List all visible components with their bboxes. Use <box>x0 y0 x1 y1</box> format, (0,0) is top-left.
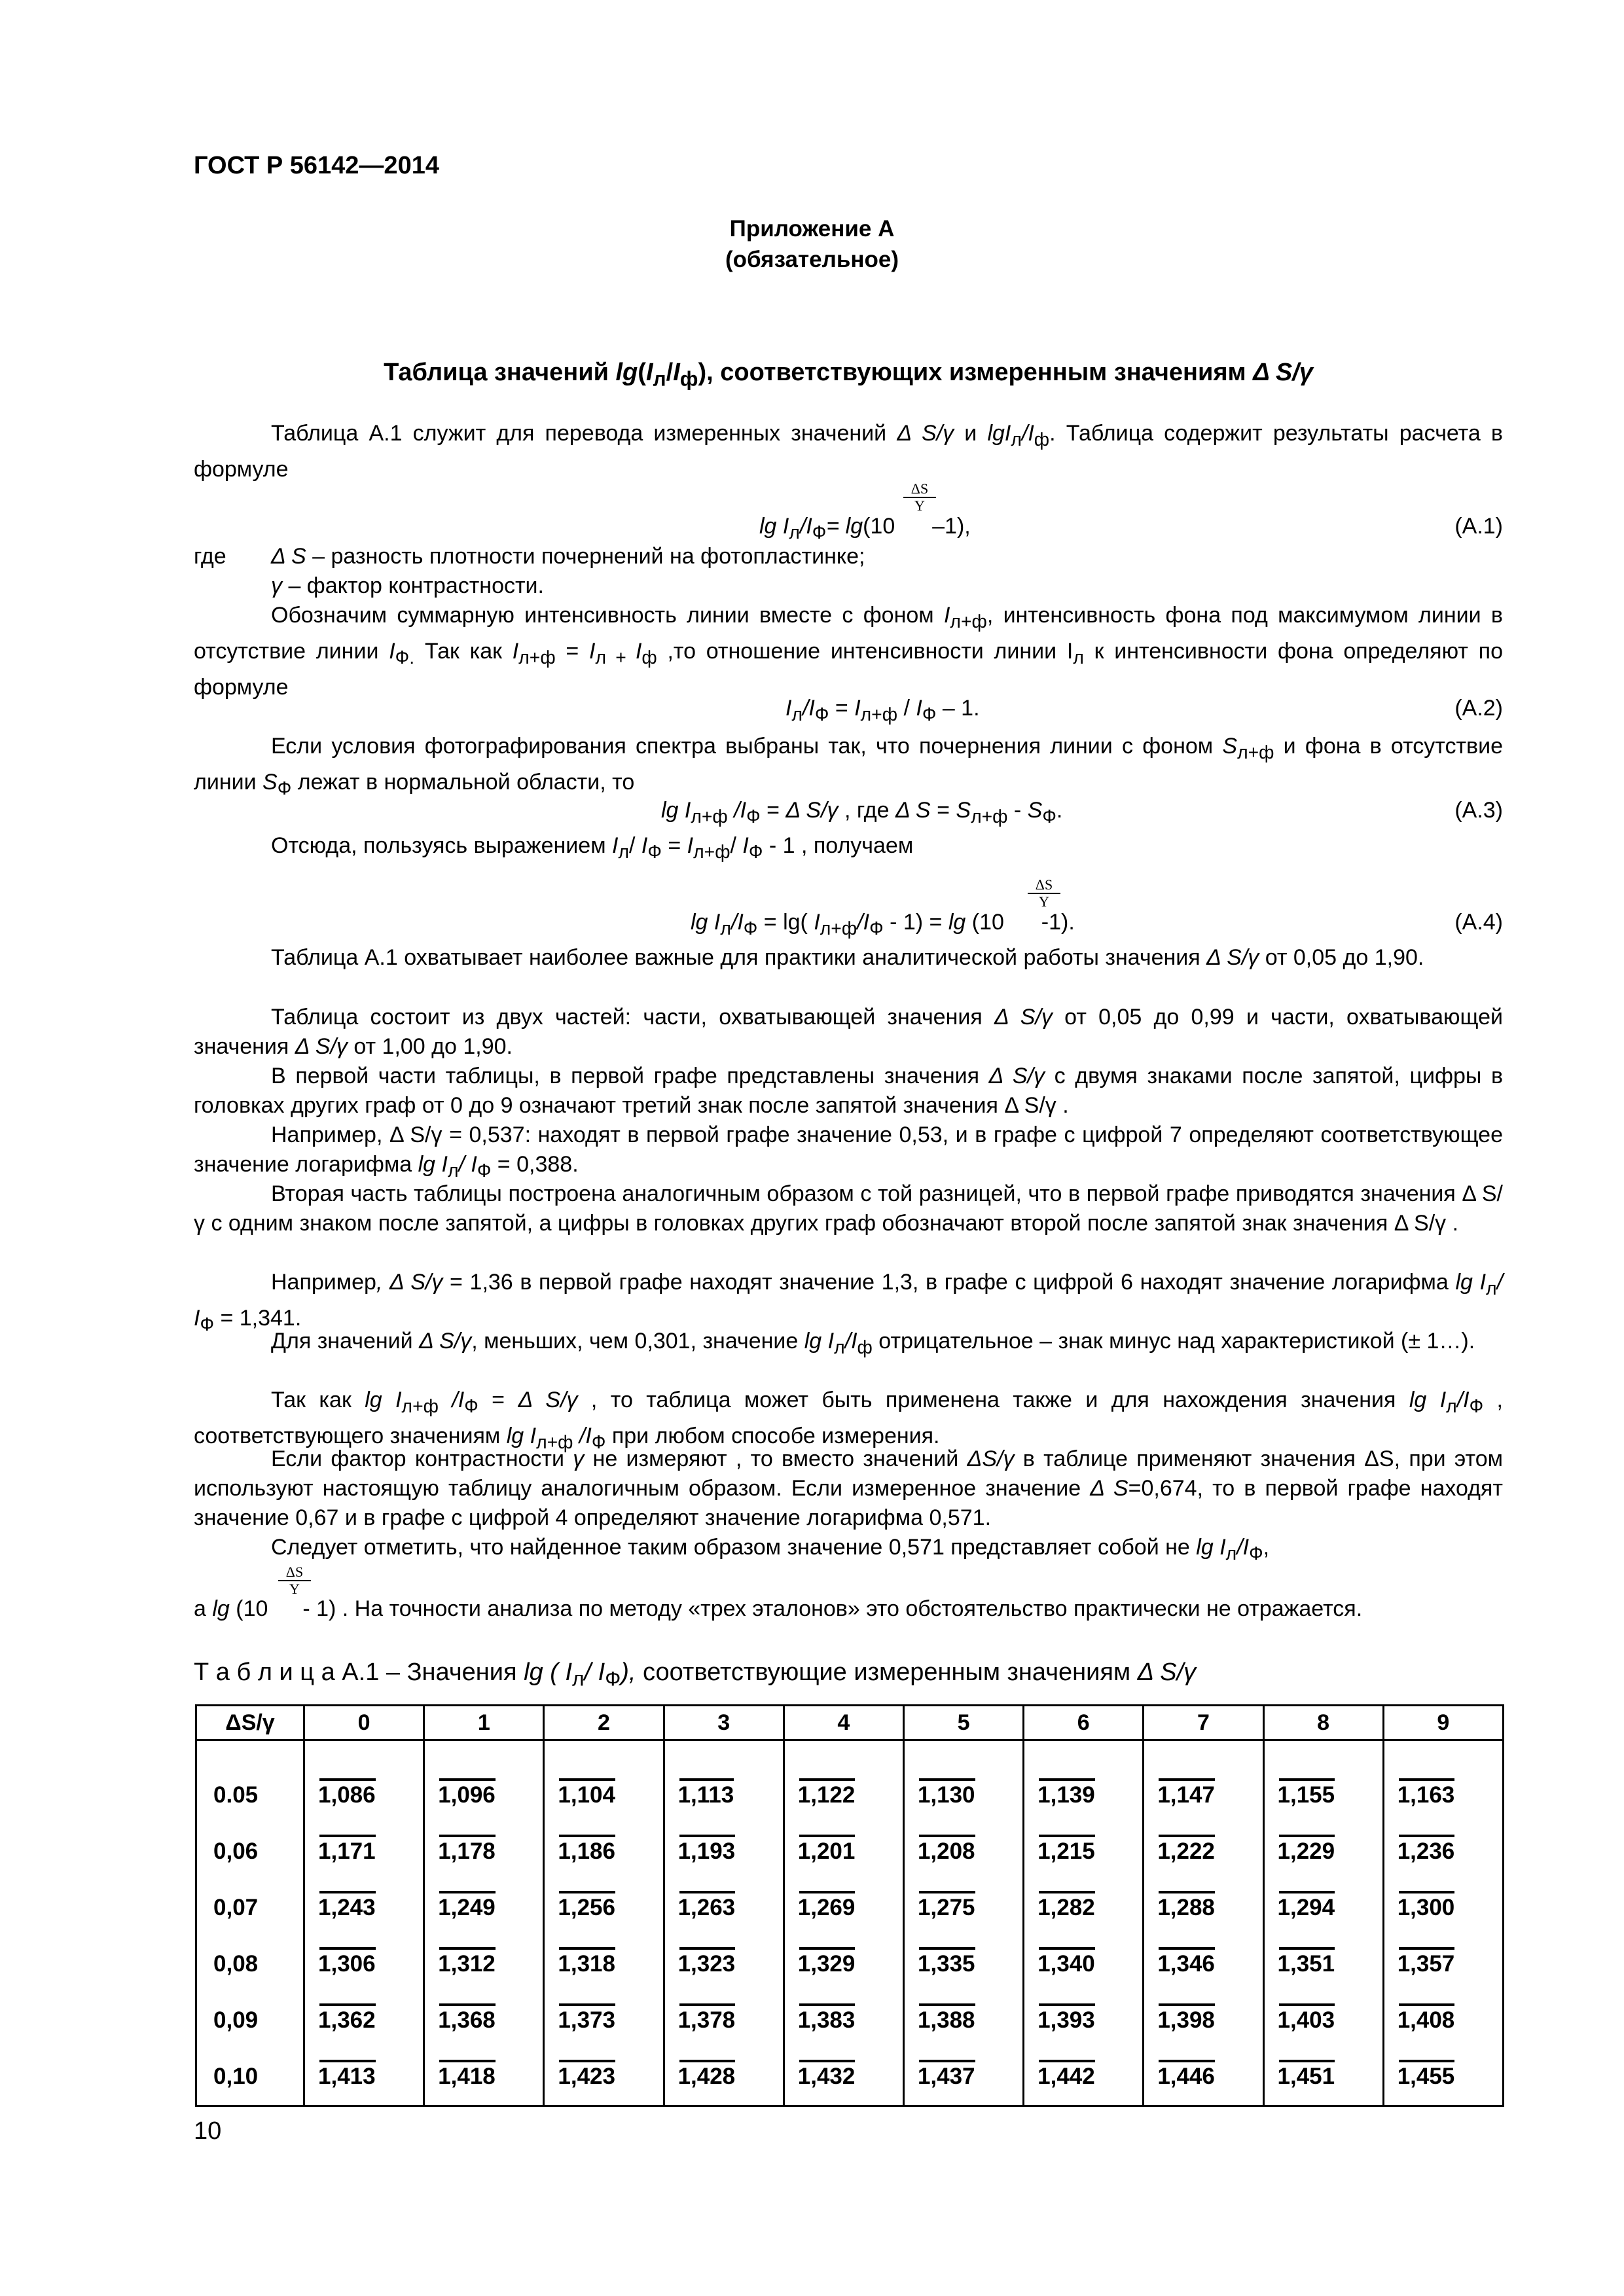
value-text: 1,300 <box>1397 1895 1455 1920</box>
value-cell <box>1383 1823 1503 1880</box>
value-text: 1,442 <box>1038 2064 1095 2089</box>
value-text: 1,388 <box>917 2007 975 2033</box>
header-cell: 3 <box>664 1706 784 1740</box>
value-cell <box>903 1992 1023 2049</box>
value-cell <box>544 1740 664 1824</box>
value-cell <box>1383 1992 1503 2049</box>
value-text: 1,113 <box>677 1782 734 1808</box>
paragraph-example-2: Например, Δ S/γ = 1,36 в первой графе находят значение 1,3, в графе с цифрой 6 находят значение логарифма $\lg I_л/$ $I_Ф = 1,341$. <box>194 1270 1504 1335</box>
value-text: 1,275 <box>917 1895 975 1920</box>
equation-number-a4: (А.4) <box>1454 910 1503 935</box>
header-cell: 5 <box>903 1706 1023 1740</box>
appendix-label: Приложение А <box>729 216 895 242</box>
value-cell <box>1144 1740 1263 1824</box>
value-text: 1,178 <box>438 1839 496 1864</box>
value-text: 1,373 <box>558 2007 615 2033</box>
value-text: 1,432 <box>797 2064 856 2089</box>
paragraph-notation: Обозначим суммарную интенсивность линии вместе с фоном $I_{л+ф}$, интенсивность фона под максимумом линии в отсутствие линии $I_{Ф.}$ Так как $I_{л+ф} = I_{л +}$ $I_ф$ ,то отношение интенсивности линии $I_л$ к интенсивности фона определяют по формуле <box>194 603 1503 700</box>
value-cell <box>903 2049 1023 2106</box>
value-cell <box>1263 1992 1383 2049</box>
paragraph-note: Следует отметить, что найденное таким образом значение 0,571 представляет собой не $\lg I_л/I_Ф$, <box>271 1535 1270 1564</box>
row-key-cell: 0,10 <box>196 2049 304 2106</box>
value-cell <box>424 1992 544 2049</box>
value-text: 1,096 <box>438 1782 496 1808</box>
value-text: 1,294 <box>1277 1895 1335 1920</box>
appendix-status: (обязательное) <box>725 247 899 272</box>
document-header: ГОСТ Р 56142—2014 <box>194 152 439 179</box>
value-cell <box>1263 1740 1383 1824</box>
value-cell <box>544 1880 664 1936</box>
equation-number-a2: (А.2) <box>1454 696 1503 721</box>
value-cell <box>1383 1740 1503 1824</box>
value-text: 1,318 <box>558 1951 615 1977</box>
row-key-cell: 0,06 <box>196 1823 304 1880</box>
value-cell <box>424 1880 544 1936</box>
value-text: 1,351 <box>1277 1951 1335 1977</box>
header-cell: 1 <box>424 1706 544 1740</box>
paragraph-first-part: В первой части таблицы, в первой графе представлены значения Δ S/γ с двумя знаками после запятой, цифры в головках других граф от 0 до 9 означают третий знак после запятой значения Δ S/γ . <box>194 1064 1504 1118</box>
value-text: 1,104 <box>558 1782 615 1808</box>
header-cell: ΔS/γ <box>196 1706 304 1740</box>
value-cell <box>1144 1992 1263 2049</box>
value-cell <box>903 1880 1023 1936</box>
value-cell <box>1144 1880 1263 1936</box>
value-text: 1,446 <box>1157 2064 1215 2089</box>
paragraph-intro: Таблица А.1 служит для перевода измеренных значений Δ S/γ и $\lg I_л/I_ф$. Таблица содержит результаты расчета в формуле <box>194 421 1503 482</box>
header-cell: 6 <box>1024 1706 1144 1740</box>
value-cell <box>784 1936 903 1992</box>
value-text: 1,263 <box>677 1895 736 1920</box>
value-cell <box>424 1740 544 1824</box>
value-text: 1,122 <box>797 1782 856 1808</box>
row-key-cell: 0,09 <box>196 1992 304 2049</box>
value-cell <box>304 1992 424 2049</box>
value-text: 1,335 <box>917 1951 975 1977</box>
value-cell <box>424 1936 544 1992</box>
value-cell <box>1024 1992 1144 2049</box>
value-cell <box>424 1823 544 1880</box>
value-text: 1,130 <box>917 1782 975 1808</box>
value-text: 1,171 <box>318 1839 376 1864</box>
value-text: 1,340 <box>1038 1951 1095 1977</box>
value-cell <box>1383 2049 1503 2106</box>
value-text: 1,256 <box>558 1895 615 1920</box>
header-cell: 7 <box>1144 1706 1263 1740</box>
value-text: 1,243 <box>318 1895 376 1920</box>
value-cell <box>1024 2049 1144 2106</box>
value-text: 1,215 <box>1038 1839 1095 1864</box>
value-text: 1,186 <box>558 1839 615 1864</box>
value-cell <box>1263 1880 1383 1936</box>
value-cell <box>544 2049 664 2106</box>
value-cell <box>1263 1936 1383 1992</box>
value-text: 1,393 <box>1038 2007 1095 2033</box>
row-key-cell: 0.05 <box>196 1740 304 1824</box>
value-cell <box>784 2049 903 2106</box>
value-text: 1,306 <box>318 1951 376 1977</box>
value-text: 1,222 <box>1157 1839 1215 1864</box>
value-cell <box>1383 1936 1503 1992</box>
table-header-row <box>196 1706 1504 1740</box>
value-text: 1,413 <box>318 2064 376 2089</box>
value-cell <box>664 1823 784 1880</box>
value-text: 1,236 <box>1397 1839 1455 1864</box>
value-cell <box>784 1880 903 1936</box>
value-cell <box>664 1880 784 1936</box>
value-cell <box>1383 1880 1503 1936</box>
value-cell <box>1144 1936 1263 1992</box>
table-caption: Т а б л и ц а А.1 – Значения lg ( $I_л/$ $I_Ф$), соответствующие измеренным значениям Δ S/γ <box>194 1659 1197 1691</box>
section-title: Таблица значений $\lg(I_л/I_ф)$, соответствующих измеренным значениям Δ S/γ <box>384 359 1313 391</box>
page-number: 10 <box>194 2117 222 2145</box>
value-cell <box>544 1936 664 1992</box>
value-cell <box>903 1936 1023 1992</box>
value-text: 1,139 <box>1038 1782 1095 1808</box>
equation-a1: $\lg I_л/I_Ф= \lg(10$ –1), <box>759 514 971 543</box>
value-text: 1,428 <box>677 2064 736 2089</box>
value-cell <box>304 1740 424 1824</box>
value-text: 1,163 <box>1397 1782 1455 1808</box>
row-key-cell: 0,07 <box>196 1880 304 1936</box>
value-cell <box>304 1880 424 1936</box>
paragraph-negative: Для значений Δ S/γ, меньших, чем 0,301, значение $\lg I_л/I_ф$ отрицательное – знак минус над характеристикой (± 1…). <box>271 1329 1475 1358</box>
equation-a2: $I_л/I_Ф = I_{л+ф} / I_Ф - 1$. <box>785 696 980 725</box>
header-cell: 8 <box>1263 1706 1383 1740</box>
paragraph-conclusion: а lg (10 - 1) . На точности анализа по методу «трех эталонов» это обстоятельство практически не отражается. <box>194 1596 1363 1621</box>
value-cell <box>1144 2049 1263 2106</box>
value-cell <box>1263 1823 1383 1880</box>
value-text: 1,282 <box>1038 1895 1095 1920</box>
row-key-cell: 0,08 <box>196 1936 304 1992</box>
value-text: 1,323 <box>677 1951 736 1977</box>
value-text: 1,408 <box>1397 2007 1455 2033</box>
paragraph-coverage: Таблица А.1 охватывает наиболее важные для практики аналитической работы значения Δ S/γ от 0,05 до 1,90. <box>271 945 1424 970</box>
exponent-fraction: $\frac{\Delta S}{Y}$ <box>903 481 936 514</box>
equation-a4: $\lg I_л/I_Ф = \lg$( $I_{л+ф}/I_Ф - 1) = \lg (10$ -1). <box>691 910 1075 939</box>
value-text: 1,455 <box>1397 2064 1455 2089</box>
paragraph-second-part: Вторая часть таблицы построена аналогичным образом с той разницей, что в первой графе приводятся значения Δ S/γ с одним знаком после запятой, а цифры в головках других граф обозначают второй после запятой знак значения Δ S/γ . <box>194 1181 1503 1236</box>
value-cell <box>784 1992 903 2049</box>
equation-number-a3: (А.3) <box>1454 798 1503 823</box>
value-text: 1,383 <box>797 2007 856 2033</box>
table-row <box>196 1823 1504 1880</box>
value-cell <box>1024 1823 1144 1880</box>
header-cell: 9 <box>1383 1706 1503 1740</box>
value-text: 1,403 <box>1277 2007 1335 2033</box>
value-cell <box>424 2049 544 2106</box>
value-cell <box>784 1823 903 1880</box>
value-cell <box>903 1823 1023 1880</box>
table-row <box>196 1936 1504 1992</box>
paragraph-hence: Отсюда, пользуясь выражением $I_л/$ $I_Ф = I_{л+ф}/$ $I_Ф - 1$ , получаем <box>271 833 914 863</box>
value-cell <box>304 1936 424 1992</box>
value-text: 1,368 <box>438 2007 496 2033</box>
value-text: 1,155 <box>1277 1782 1335 1808</box>
header-cell: 0 <box>304 1706 424 1740</box>
value-cell <box>1024 1936 1144 1992</box>
equation-number-a1: (А.1) <box>1454 514 1503 539</box>
value-text: 1,423 <box>558 2064 615 2089</box>
header-cell: 2 <box>544 1706 664 1740</box>
value-cell <box>784 1740 903 1824</box>
value-cell <box>1263 2049 1383 2106</box>
value-text: 1,362 <box>318 2007 376 2033</box>
value-text: 1,451 <box>1277 2064 1335 2089</box>
equation-a3: $\lg I_{л+ф}$ $/I_Ф = \Delta$ S/γ , где Δ $S = S_{л+ф} - S_Ф$. <box>661 798 1063 827</box>
value-text: 1,193 <box>677 1839 736 1864</box>
value-text: 1,147 <box>1157 1782 1215 1808</box>
value-text: 1,378 <box>677 2007 736 2033</box>
where-label: где <box>194 544 226 569</box>
value-cell <box>544 1992 664 2049</box>
value-cell <box>1144 1823 1263 1880</box>
table-row <box>196 1740 1504 1824</box>
paragraph-example-1: Например, Δ S/γ = 0,537: находят в первой графе значение 0,53, и в графе с цифрой 7 определяют соответствующее значение логарифма $\lg I_л/$ $I_Ф = 0,388$. <box>194 1122 1503 1181</box>
value-cell <box>544 1823 664 1880</box>
value-cell <box>304 1823 424 1880</box>
value-cell <box>664 1740 784 1824</box>
paragraph-structure: Таблица состоит из двух частей: части, охватывающей значения Δ S/γ от 0,05 до 0,99 и части, охватывающей значения Δ S/γ от 1,00 до 1,90. <box>194 1005 1504 1059</box>
value-text: 1,357 <box>1397 1951 1455 1977</box>
value-text: 1,398 <box>1157 2007 1215 2033</box>
value-text: 1,312 <box>438 1951 496 1977</box>
where-line-1: Δ S – разность плотности почернений на фотопластинке; <box>271 544 865 569</box>
paragraph-applicability: Так как $\lg I_{л+ф}$ $/I_Ф = \Delta$ S/γ , то таблица может быть применена также и для нахождения значения $\lg I_л/I_Ф$ , соответствующего значениям $\lg I_{л+ф}$ $/I_Ф$ при любом способе измерения. <box>194 1388 1503 1453</box>
value-text: 1,269 <box>797 1895 856 1920</box>
value-text: 1,208 <box>917 1839 975 1864</box>
value-text: 1,346 <box>1157 1951 1215 1977</box>
value-cell <box>304 2049 424 2106</box>
value-text: 1,418 <box>438 2064 496 2089</box>
where-line-2: γ – фактор контрастности. <box>271 573 544 598</box>
value-cell <box>664 1936 784 1992</box>
paragraph-contrast: Если фактор контрастности γ не измеряют , то вместо значений ΔS/γ в таблице применяют значения ΔS, при этом используют настоящую таблицу аналогичным образом. Если измеренное значение Δ S=0,674, то в первой графе находят значение 0,67 и в графе с цифрой 4 определяют значение логарифма 0,571. <box>194 1446 1503 1530</box>
value-text: 1,437 <box>917 2064 975 2089</box>
value-text: 1,201 <box>797 1839 856 1864</box>
table-row <box>196 1992 1504 2049</box>
value-cell <box>903 1740 1023 1824</box>
value-cell <box>1024 1880 1144 1936</box>
exponent-fraction-a4: $\frac{\Delta S}{Y}$ <box>1028 877 1060 910</box>
value-text: 1,229 <box>1277 1839 1335 1864</box>
header-cell: 4 <box>784 1706 903 1740</box>
value-cell <box>664 2049 784 2106</box>
table-row <box>196 2049 1504 2106</box>
value-cell <box>664 1992 784 2049</box>
value-cell <box>1024 1740 1144 1824</box>
lg-values-table <box>195 1704 1504 2107</box>
value-text: 1,288 <box>1157 1895 1215 1920</box>
paragraph-conditions: Если условия фотографирования спектра выбраны так, что почернения линии с фоном $S_{л+ф}$ и фона в отсутствие линии $S_Ф$ лежат в нормальной области, то <box>194 734 1503 799</box>
exponent-fraction-p15: $\frac{\Delta S}{Y}$ <box>278 1564 311 1597</box>
value-text: 1,086 <box>318 1782 376 1808</box>
table-row <box>196 1880 1504 1936</box>
value-text: 1,249 <box>438 1895 496 1920</box>
value-text: 1,329 <box>797 1951 856 1977</box>
